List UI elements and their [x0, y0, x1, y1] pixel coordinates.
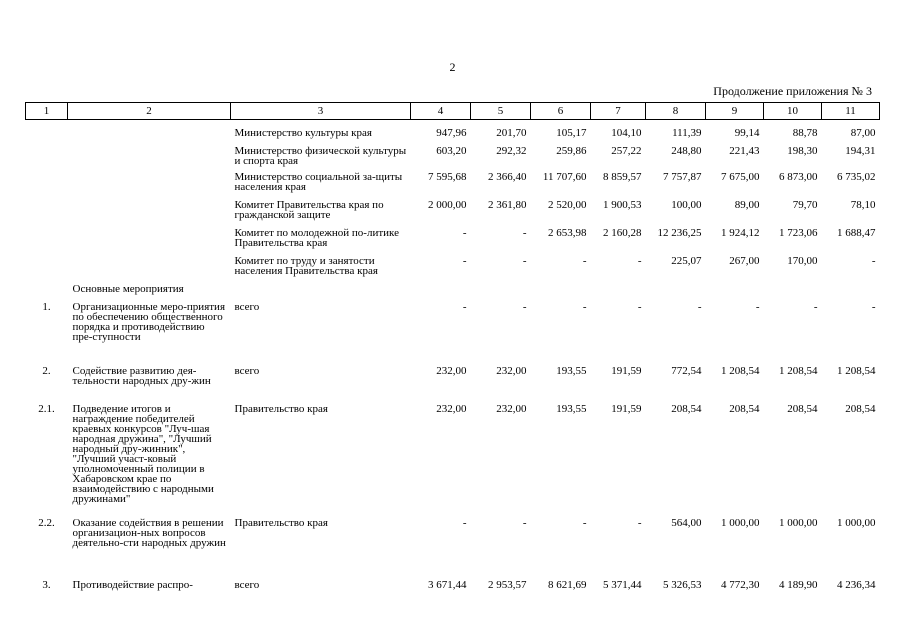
- cell-value: [411, 284, 471, 302]
- cell-value: 8 621,69: [548, 579, 587, 591]
- cell-value: 248,80: [671, 145, 702, 157]
- cell-value: 1 688,47: [837, 227, 876, 239]
- table-row: [26, 366, 880, 404]
- table-row: [26, 256, 880, 284]
- row-index: 3.: [42, 579, 51, 591]
- row-activity: [68, 146, 231, 172]
- cell-value: -: [462, 517, 467, 529]
- cell-value: 232,00: [496, 365, 527, 377]
- cell-value: [706, 284, 764, 302]
- row-executor: всего: [234, 301, 260, 313]
- cell-value: 8 859,57: [603, 171, 642, 183]
- table-row: [26, 404, 880, 518]
- row-activity: Подведение итогов и награждение победителей краевых конкурсов "Луч-шая народная дружина", "Лучший народный дру-жинник", "Лучший участ-ковый уполномоченный полиции в Хабаровском крае по взаимодействию с народными дружинами": [72, 403, 214, 505]
- cell-value: -: [522, 255, 527, 267]
- cell-value: 292,32: [496, 145, 527, 157]
- table-row: [26, 518, 880, 580]
- cell-value: 2 520,00: [548, 199, 587, 211]
- cell-value: 1 000,00: [721, 517, 760, 529]
- cell-value: 772,54: [671, 365, 702, 377]
- row-index: [26, 256, 68, 284]
- cell-value: -: [871, 301, 876, 313]
- cell-value: 78,10: [850, 199, 876, 211]
- cell-value: -: [637, 517, 642, 529]
- row-activity: Организационные меро-приятия по обеспечению общественного порядка и противодействию пре-ступности: [72, 301, 226, 343]
- cell-value: 193,55: [556, 365, 587, 377]
- continuation-note: Продолжение приложения № 3: [713, 84, 872, 98]
- row-executor: всего: [234, 579, 260, 591]
- cell-value: 1 208,54: [721, 365, 760, 377]
- cell-value: 79,70: [792, 199, 818, 211]
- cell-value: 201,70: [496, 127, 527, 139]
- cell-value: -: [462, 227, 467, 239]
- table-row: [26, 284, 880, 302]
- cell-value: 170,00: [787, 255, 818, 267]
- cell-value: [531, 284, 591, 302]
- cell-value: 104,10: [611, 127, 642, 139]
- cell-value: 208,54: [729, 403, 760, 415]
- cell-value: 2 653,98: [548, 227, 587, 239]
- cell-value: [471, 284, 531, 302]
- column-header: 4: [411, 103, 471, 120]
- table-row: [26, 302, 880, 366]
- table-row: [26, 228, 880, 256]
- row-index: 2.2.: [38, 517, 55, 529]
- cell-value: 11 707,60: [542, 171, 587, 183]
- column-header: 11: [822, 103, 880, 120]
- column-header: 5: [471, 103, 531, 120]
- row-index: [26, 228, 68, 256]
- column-header: 8: [646, 103, 706, 120]
- cell-value: 232,00: [436, 403, 467, 415]
- cell-value: -: [582, 255, 587, 267]
- cell-value: 88,78: [792, 127, 818, 139]
- cell-value: -: [522, 227, 527, 239]
- cell-value: -: [871, 255, 876, 267]
- cell-value: 267,00: [729, 255, 760, 267]
- cell-value: [822, 284, 880, 302]
- cell-value: 259,86: [556, 145, 587, 157]
- cell-value: 105,17: [556, 127, 587, 139]
- cell-value: 5 371,44: [603, 579, 642, 591]
- header-row: [26, 103, 880, 120]
- table-row: [26, 120, 880, 147]
- cell-value: 1 000,00: [837, 517, 876, 529]
- column-header: 10: [764, 103, 822, 120]
- row-activity: [68, 172, 231, 200]
- cell-value: -: [582, 517, 587, 529]
- table-row: [26, 200, 880, 228]
- cell-value: -: [697, 301, 702, 313]
- row-executor: Комитет по труду и занятости населения Правительства края: [234, 255, 378, 277]
- table-row: [26, 146, 880, 172]
- cell-value: 7 595,68: [428, 171, 467, 183]
- row-executor: Правительство края: [234, 403, 328, 415]
- row-executor: Правительство края: [234, 517, 328, 529]
- cell-value: 221,43: [729, 145, 760, 157]
- cell-value: 1 208,54: [779, 365, 818, 377]
- cell-value: -: [755, 301, 760, 313]
- cell-value: 1 208,54: [837, 365, 876, 377]
- cell-value: -: [522, 517, 527, 529]
- row-activity: Противодействие распро-: [72, 579, 193, 591]
- cell-value: 947,96: [436, 127, 467, 139]
- column-header: 3: [231, 103, 411, 120]
- column-header: 1: [26, 103, 68, 120]
- row-activity: [68, 120, 231, 147]
- column-header: 7: [591, 103, 646, 120]
- row-index: 1.: [42, 301, 51, 313]
- row-index: [26, 200, 68, 228]
- cell-value: 232,00: [496, 403, 527, 415]
- row-activity: Содействие развитию дея-тельности народных дру-жин: [72, 365, 211, 387]
- column-header: 6: [531, 103, 591, 120]
- cell-value: 191,59: [611, 365, 642, 377]
- cell-value: [646, 284, 706, 302]
- row-executor: [231, 284, 411, 302]
- cell-value: [764, 284, 822, 302]
- cell-value: 564,00: [671, 517, 702, 529]
- cell-value: 603,20: [436, 145, 467, 157]
- cell-value: -: [462, 301, 467, 313]
- cell-value: 225,07: [671, 255, 702, 267]
- cell-value: 2 160,28: [603, 227, 642, 239]
- cell-value: 1 900,53: [603, 199, 642, 211]
- cell-value: -: [637, 255, 642, 267]
- row-index: 2.1.: [38, 403, 55, 415]
- row-executor: Министерство культуры края: [234, 127, 372, 139]
- cell-value: -: [462, 255, 467, 267]
- cell-value: [591, 284, 646, 302]
- row-activity: Оказание содействия в решении организацион-ных вопросов деятельно-сти народных дружин: [72, 517, 226, 549]
- row-index: [26, 172, 68, 200]
- cell-value: 1 000,00: [779, 517, 818, 529]
- cell-value: 3 671,44: [428, 579, 467, 591]
- cell-value: -: [522, 301, 527, 313]
- cell-value: 87,00: [850, 127, 876, 139]
- cell-value: 193,55: [556, 403, 587, 415]
- cell-value: 198,30: [787, 145, 818, 157]
- table-row: [26, 172, 880, 200]
- table-row: [26, 580, 880, 598]
- cell-value: 2 953,57: [488, 579, 527, 591]
- cell-value: 2 000,00: [428, 199, 467, 211]
- cell-value: 12 236,25: [657, 227, 702, 239]
- cell-value: 232,00: [436, 365, 467, 377]
- row-activity: [68, 200, 231, 228]
- cell-value: 6 873,00: [779, 171, 818, 183]
- cell-value: 7 675,00: [721, 171, 760, 183]
- cell-value: 2 361,80: [488, 199, 527, 211]
- row-activity: Основные мероприятия: [72, 283, 184, 295]
- cell-value: 2 366,40: [488, 171, 527, 183]
- cell-value: 99,14: [734, 127, 760, 139]
- cell-value: 191,59: [611, 403, 642, 415]
- cell-value: -: [813, 301, 818, 313]
- row-executor: Комитет Правительства края по гражданской защите: [234, 199, 384, 221]
- page-number: 2: [449, 60, 456, 74]
- cell-value: 100,00: [671, 199, 702, 211]
- row-executor: Министерство физической культуры и спорта края: [234, 145, 407, 167]
- row-executor: Министерство социальной за-щиты населения края: [234, 171, 403, 193]
- cell-value: 194,31: [845, 145, 876, 157]
- row-executor: Комитет по молодежной по-литике Правительства края: [234, 227, 399, 249]
- budget-table: [25, 102, 880, 598]
- row-activity: [68, 256, 231, 284]
- cell-value: 111,39: [672, 127, 702, 139]
- cell-value: 4 236,34: [837, 579, 876, 591]
- column-header: 9: [706, 103, 764, 120]
- cell-value: 7 757,87: [663, 171, 702, 183]
- cell-value: 208,54: [787, 403, 818, 415]
- cell-value: 4 189,90: [779, 579, 818, 591]
- cell-value: 1 924,12: [721, 227, 760, 239]
- row-executor: всего: [234, 365, 260, 377]
- cell-value: 208,54: [671, 403, 702, 415]
- row-index: [26, 120, 68, 147]
- cell-value: 1 723,06: [779, 227, 818, 239]
- cell-value: 6 735,02: [837, 171, 876, 183]
- column-header: 2: [68, 103, 231, 120]
- row-index: 2.: [42, 365, 51, 377]
- cell-value: -: [637, 301, 642, 313]
- row-activity: [68, 228, 231, 256]
- cell-value: 4 772,30: [721, 579, 760, 591]
- cell-value: -: [582, 301, 587, 313]
- row-index: [26, 284, 68, 302]
- cell-value: 208,54: [845, 403, 876, 415]
- cell-value: 257,22: [611, 145, 642, 157]
- row-index: [26, 146, 68, 172]
- cell-value: 5 326,53: [663, 579, 702, 591]
- cell-value: 89,00: [734, 199, 760, 211]
